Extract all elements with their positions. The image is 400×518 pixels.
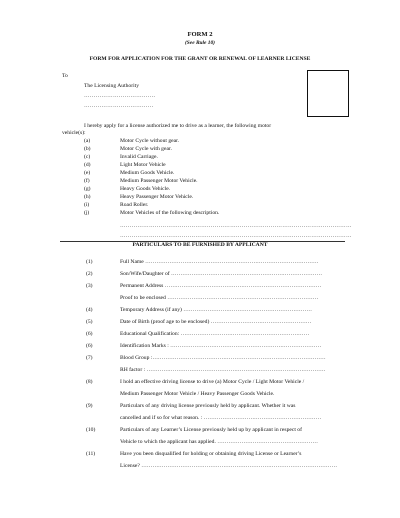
intro-line-1: I hereby apply for a license authorized me to drive as a learner, the following motor (84, 123, 272, 129)
vehicle-item[interactable]: Heavy Goods Vehicle. (120, 186, 171, 192)
authority-address-line-2[interactable]: ……………………………… (84, 103, 154, 109)
vehicle-marker: (h) (84, 194, 91, 200)
description-line-1[interactable]: ………………………………………………………………………………………………………… (120, 223, 352, 229)
existing-license-line-2: Medium Passenger Motor Vehicle / Heavy Passenger Goods Vehicle. (120, 391, 275, 397)
previous-license-line-1: Particulars of any driving license previously held by applicant. Whether it was (120, 403, 296, 409)
particular-number: (1) (86, 259, 93, 265)
vehicle-item[interactable]: Motor Cycle with gear. (120, 146, 172, 152)
vehicle-marker: (c) (84, 154, 91, 160)
temporary-address-field[interactable]: Temporary Address (if any) …………………………………………………………… (120, 307, 312, 313)
particular-number: (11) (86, 451, 96, 457)
date-of-birth-field[interactable]: Date of Birth (proof age to be enclosed) ……………………………………………… (120, 319, 312, 325)
vehicle-marker: (j) (84, 210, 90, 216)
rh-factor-field[interactable]: RH factor : …………………………………………………………………………………… (120, 367, 326, 373)
particular-number: (7) (86, 355, 93, 361)
vehicle-marker: (e) (84, 170, 91, 176)
particular-number: (6) (86, 343, 93, 349)
address-proof-field[interactable]: Proof to be enclosed ……………………………………………………………………… (120, 295, 319, 301)
vehicle-item[interactable]: Medium Passenger Motor Vehicle. (120, 178, 198, 184)
vehicle-marker: (a) (84, 138, 91, 144)
particulars-heading: PARTICULARS TO BE FURNISHED BY APPLICANT (132, 242, 268, 248)
particular-number: (2) (86, 271, 93, 277)
particular-number: (5) (86, 319, 93, 325)
vehicle-item[interactable]: Invalid Carriage. (120, 154, 158, 160)
photo-box (307, 70, 349, 117)
intro-line-2: vehicle(s): (62, 130, 86, 136)
vehicle-item[interactable]: Light Motor Vehicle (120, 162, 166, 168)
form-heading: FORM FOR APPLICATION FOR THE GRANT OR RENEWAL OF LEARNER LICENSE (89, 56, 311, 62)
existing-license-line-1: I hold an effective driving license to drive (a) Motor Cycle / Light Motor Vehicle / (120, 379, 305, 385)
authority-address-line-1[interactable]: ………………………………. (84, 93, 156, 99)
vehicle-item[interactable]: Road Roller. (120, 202, 149, 208)
disqualification-field[interactable]: License? …………………………………………………………………………………………… (120, 463, 338, 469)
particular-number: (4) (86, 307, 93, 313)
particular-number: (8) (86, 379, 93, 385)
permanent-address-field[interactable]: Permanent Address ………………………………………………………………………… (120, 283, 322, 289)
particular-number: (6) (86, 331, 93, 337)
learner-license-field[interactable]: Vehicle to which the applicant has applied. ……………………………………………… (120, 439, 318, 445)
form-title: FORM 2 (187, 31, 213, 38)
vehicle-marker: (f) (84, 178, 90, 184)
particular-number: (3) (86, 283, 93, 289)
full-name-field[interactable]: Full Name ………………………………………………………………………………… (120, 259, 319, 265)
relation-field[interactable]: Son/Wife/Daughter of ……………………………………………………………………… (120, 271, 323, 277)
vehicle-item[interactable]: Motor Vehicles of the following description. (120, 210, 220, 216)
to-label: To (62, 73, 68, 79)
vehicle-item[interactable]: Medium Goods Vehicle. (120, 170, 175, 176)
vehicle-marker: (i) (84, 202, 90, 208)
identification-marks-field[interactable]: Identification Marks : ……………………………………………………………………… (120, 343, 322, 349)
education-field[interactable]: Educational Qualification: …………………………………………………………… (120, 331, 310, 337)
blood-group-field[interactable]: Blood Group :………………………………………………………………………………… (120, 355, 326, 361)
vehicle-item[interactable]: Motor Cycle without gear. (120, 138, 180, 144)
particular-number: (10) (86, 427, 96, 433)
vehicle-marker: (d) (84, 162, 91, 168)
particular-number: (9) (86, 403, 93, 409)
authority-label: The Licensing Authority (84, 83, 139, 89)
vehicle-marker: (g) (84, 186, 91, 192)
learner-license-line-1: Particulars of any Learner’s License previously held up by applicant in respect of (120, 427, 302, 433)
vehicle-item[interactable]: Heavy Passenger Motor Vehicle. (120, 194, 194, 200)
rule-reference: (See Rule 10) (185, 40, 215, 46)
disqualification-line-1: Have you been disqualified for holding or obtaining driving License or Learner’s (120, 451, 302, 457)
vehicle-marker: (b) (84, 146, 91, 152)
description-line-2[interactable]: ………………………………………………………………………………………………………… (120, 233, 352, 239)
previous-license-field[interactable]: cancelled and if so for what reason. : ……………………………………………………… (120, 415, 322, 421)
